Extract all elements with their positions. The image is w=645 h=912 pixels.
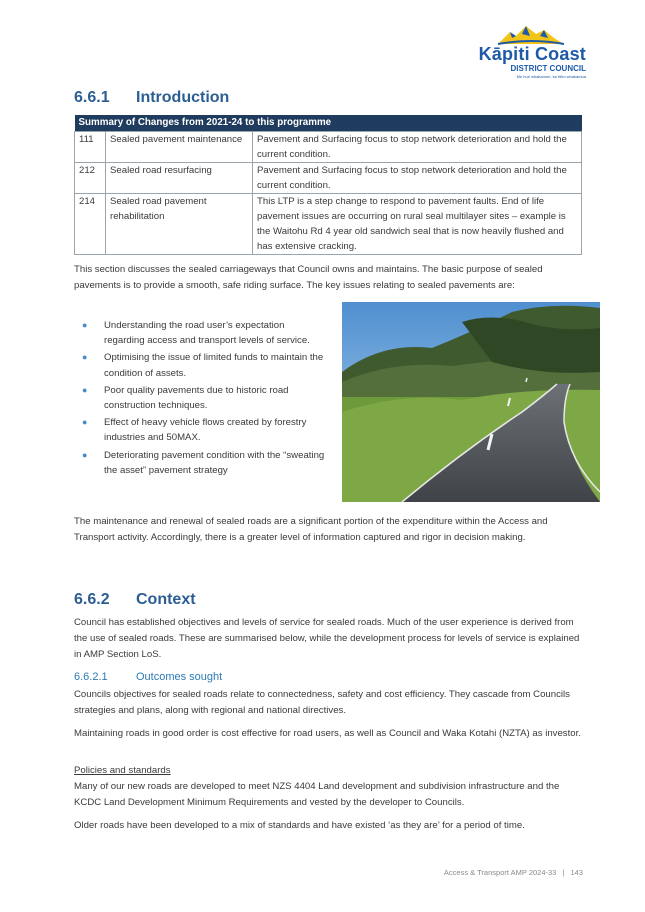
bullet-icon: ● — [82, 449, 88, 460]
objectives-paragraph: Councils objectives for sealed roads relate to connectedness, safety and cost efficiency. They cascade from Councils strategies and plans, along with regional and national directives. — [74, 689, 570, 716]
activity-code: 214 — [75, 194, 106, 255]
logo-tagline: Me huri whakamuri, ka titiro whakamua — [516, 74, 586, 79]
logo-subtitle: DISTRICT COUNCIL — [510, 64, 586, 73]
footer-document-title: Access & Transport AMP 2024-33 — [443, 868, 557, 877]
bullet-icon: ● — [82, 320, 88, 330]
activity-name: Sealed pavement maintenance — [106, 132, 253, 163]
policies-heading: Policies and standards — [74, 765, 171, 776]
activity-name: Sealed road resurfacing — [106, 163, 253, 194]
subsection-heading-outcomes: 6.6.2.1 Outcomes sought — [74, 671, 223, 683]
maintenance-paragraph: The maintenance and renewal of sealed roads are a significant portion of the expenditure within the Access and Transport activity. Accordingly, there is a greater level of information captured and rigor in decision making. — [74, 516, 548, 543]
list-item: ● Understanding the road user’s expectation regarding access and transport levels of service. — [82, 320, 310, 347]
intro-paragraph: This section discusses the sealed carriageways that Council owns and maintains. The basic purpose of sealed pavements is to provide a smooth, safe riding surface. The key issues relating to sealed pavements are: — [74, 264, 543, 291]
list-item: ● Optimising the issue of limited funds to maintain the condition of assets. — [82, 352, 324, 379]
page-footer — [444, 868, 583, 877]
activity-name: Sealed road pavement rehabilitation — [106, 194, 253, 255]
activity-description: Pavement and Surfacing focus to stop network deterioration and hold the current condition. — [253, 163, 582, 194]
maintaining-paragraph: Maintaining roads in good order is cost effective for road users, as well as Council and Waka Kotahi (NZTA) as investor. — [74, 728, 581, 739]
standards-paragraph: Many of our new roads are developed to meet NZS 4404 Land development and subdivision infrastructure and the KCDC Land Development Minimum Requirements and vested by the developer to Councils. — [74, 781, 560, 808]
table-row — [75, 163, 582, 194]
footer-separator: | — [562, 868, 565, 877]
bullet-icon: ● — [82, 417, 88, 428]
section-heading-context: 6.6.2 Context — [74, 591, 196, 608]
bullet-icon: ● — [82, 352, 88, 363]
logo-name: Kāpiti Coast — [478, 44, 586, 64]
council-logo — [476, 24, 594, 82]
older-roads-paragraph: Older roads have been developed to a mix of standards and have existed ‘as they are’ for a period of time. — [74, 820, 525, 831]
activity-code: 111 — [75, 132, 106, 163]
context-paragraph: Council has established objectives and levels of service for sealed roads. Much of the user experience is derived from the use of sealed roads. These are summarised below, while the development process for levels of service is explained in AMP Section LoS. — [74, 617, 580, 660]
sealed-road-photo — [342, 302, 600, 502]
table-row — [75, 132, 582, 163]
summary-of-changes-table — [74, 115, 582, 255]
table-header: Summary of Changes from 2021-24 to this programme — [75, 115, 582, 132]
page-number: 143 — [570, 868, 583, 877]
list-item: ● Effect of heavy vehicle flows created by forestry industries and 50MAX. — [82, 417, 307, 444]
table-row — [75, 194, 582, 255]
bullet-icon: ● — [82, 384, 88, 395]
list-item: ● Deteriorating pavement condition with the “sweating the asset” pavement strategy — [82, 449, 325, 476]
activity-code: 212 — [75, 163, 106, 194]
section-heading-introduction: 6.6.1 Introduction — [74, 89, 230, 106]
list-item: ● Poor quality pavements due to historic road construction techniques. — [82, 384, 289, 412]
mountain-logo-icon — [496, 24, 566, 46]
key-issues-list — [82, 318, 327, 480]
activity-description: This LTP is a step change to respond to pavement faults. End of life pavement issues are occurring on rural seal multilayer sites – example is the Waitohu Rd 4 year old sandwich seal that is now heavily flushed and has extensive cracking. — [253, 194, 582, 255]
activity-description: Pavement and Surfacing focus to stop network deterioration and hold the current condition. — [253, 132, 582, 163]
